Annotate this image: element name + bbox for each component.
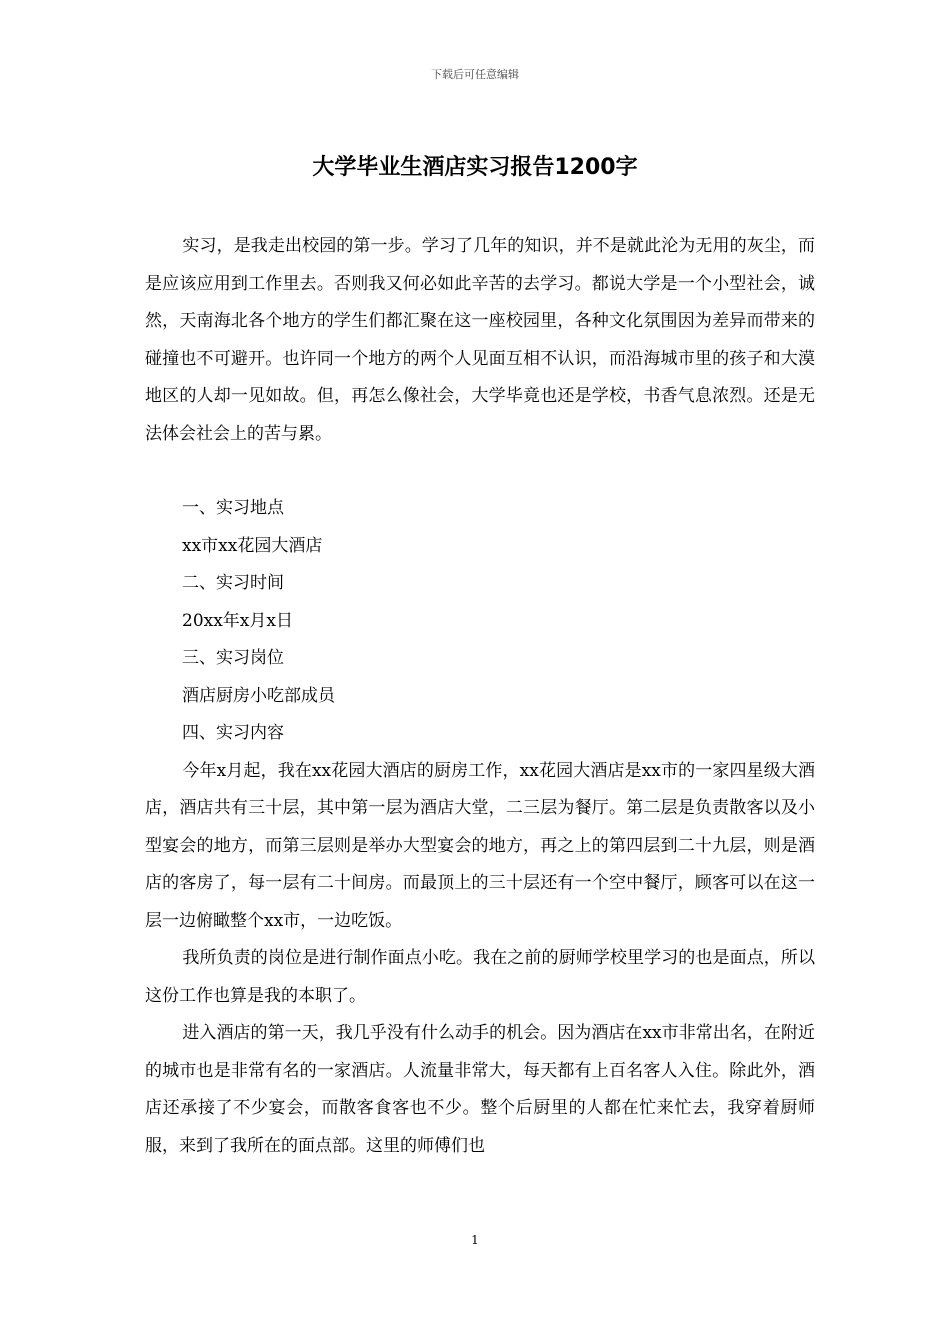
details-block	[145, 490, 815, 1165]
section-heading-position: 三、实习岗位	[182, 648, 284, 668]
section-value-position: 酒店厨房小吃部成员	[182, 685, 335, 706]
content-paragraph-3: 进入酒店的第一天，我几乎没有什么动手的机会。因为酒店在xx市非常出名，在附近的城市也是非常有名的一家酒店。人流量非常大，每天都有上百名客人入住。除此外，酒店还承接了不少宴会，而散客食客也不少。整个后厨里的人都在忙来忙去，我穿着厨师服，来到了我所在的面点部。这里的师傅们也	[145, 1023, 815, 1156]
section-heading-content: 四、实习内容	[182, 723, 284, 743]
header-note: 下载后可任意编辑	[431, 68, 519, 81]
document-title: 大学毕业生酒店实习报告1200字	[312, 155, 638, 180]
intro-block	[145, 228, 815, 453]
section-value-location: xx市xx花园大酒店	[182, 535, 323, 556]
section-heading-time: 二、实习时间	[182, 573, 284, 593]
intro-paragraph: 实习，是我走出校园的第一步。学习了几年的知识，并不是就此沦为无用的灰尘，而是应该应用到工作里去。否则我又何必如此辛苦的去学习。都说大学是一个小型社会，诚然，天南海北各个地方的学生们都汇聚在这一座校园里，各种文化氛围因为差异而带来的碰撞也不可避开。也许同一个地方的两个人见面互相不认识，而沿海城市里的孩子和大漠地区的人却一见如故。但，再怎么像社会，大学毕竟也还是学校，书香气息浓烈。还是无法体会社会上的苦与累。	[145, 236, 815, 444]
content-paragraph-1: 今年x月起，我在xx花园大酒店的厨房工作，xx花园大酒店是xx市的一家四星级大酒店，酒店共有三十层，其中第一层为酒店大堂，二三层为餐厅。第二层是负责散客以及小型宴会的地方，而第三层则是举办大型宴会的地方，再之上的第四层到二十九层，则是酒店的客房了，每一层有二十间房。而最顶上的三十层还有一个空中餐厅，顾客可以在这一层一边俯瞰整个xx市，一边吃饭。	[145, 760, 815, 931]
content-paragraph-2: 我所负责的岗位是进行制作面点小吃。我在之前的厨师学校里学习的也是面点，所以这份工作也算是我的本职了。	[145, 948, 815, 1006]
section-value-time: 20xx年x月x日	[182, 610, 293, 631]
section-heading-location: 一、实习地点	[182, 498, 284, 518]
page-number: 1	[471, 1233, 479, 1247]
